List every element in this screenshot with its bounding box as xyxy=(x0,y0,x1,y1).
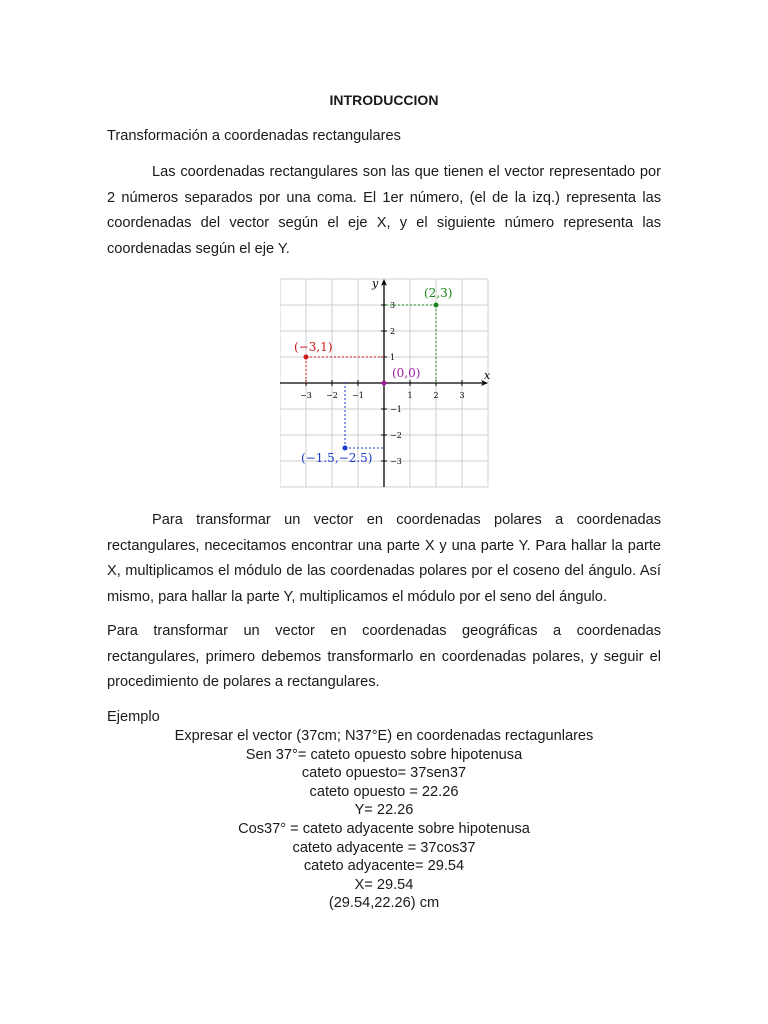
example-line: Cos37° = cateto adyacente sobre hipotenusa xyxy=(238,820,530,837)
x-tick-label: 1 xyxy=(407,391,413,400)
example-block xyxy=(107,727,661,913)
paragraph-intro: Las coordenadas rectangulares son las que tienen el vector representado por 2 números separados por una coma. El 1er número, (el de la izq.) representa las coordenadas del vector según el eje X, y el siguiente número representa las coordenadas según el eje Y. xyxy=(107,164,661,257)
y-axis-label: y xyxy=(372,277,379,290)
x-tick-label: −3 xyxy=(300,391,312,400)
y-tick-label: −1 xyxy=(390,405,402,414)
example-line: Y= 22.26 xyxy=(354,802,414,819)
x-axis-label: x xyxy=(484,369,490,382)
y-tick-label: 3 xyxy=(390,301,396,310)
example-line: cateto adyacente= 29.54 xyxy=(303,858,465,875)
paragraph-geographic: Para transformar un vector en coordenadas geográficas a coordenadas rectangulares, primero debemos transformarlo en coordenadas polares, y seguir el procedimiento de polares a rectangulares. xyxy=(107,623,661,690)
x-tick-label: 2 xyxy=(433,391,439,400)
data-point xyxy=(382,381,387,386)
example-line: cateto adyacente = 37cos37 xyxy=(292,839,476,856)
example-heading: Ejemplo xyxy=(107,709,160,725)
x-tick-label: 3 xyxy=(459,391,465,400)
x-tick-label: −2 xyxy=(326,391,338,400)
coordinate-plane xyxy=(280,275,490,493)
example-line: (29.54,22.26) cm xyxy=(328,895,440,912)
paragraph-polar: Para transformar un vector en coordenadas polares a coordenadas rectangulares, nececitamos encontrar una parte X y una parte Y. Para hallar la parte X, multiplicamos el módulo de las coordenadas polares por el coseno del ángulo. Así mismo, para hallar la parte Y, multiplicamos el módulo por el seno del ángulo. xyxy=(107,512,661,605)
point-label: (2,3) xyxy=(424,286,453,300)
x-tick-label: −1 xyxy=(352,391,364,400)
y-tick-label: 1 xyxy=(390,353,396,362)
y-tick-label: 2 xyxy=(390,327,396,336)
point-label: (0,0) xyxy=(392,366,421,380)
example-line: X= 29.54 xyxy=(354,876,414,893)
example-line: Expresar el vector (37cm; N37°E) en coordenadas rectagunlares xyxy=(174,728,594,744)
point-label: (−3,1) xyxy=(294,340,333,354)
y-tick-label: −2 xyxy=(390,431,402,440)
document-title: INTRODUCCION xyxy=(329,92,439,108)
example-line: cateto opuesto = 22.26 xyxy=(309,783,459,800)
y-tick-label: −3 xyxy=(390,457,402,466)
data-point xyxy=(343,446,348,451)
data-point xyxy=(304,355,309,360)
coordinate-plane-figure xyxy=(280,275,490,493)
example-line: Sen 37°= cateto opuesto sobre hipotenusa xyxy=(245,746,523,763)
data-point xyxy=(434,303,439,308)
section-subtitle: Transformación a coordenadas rectangulares xyxy=(107,128,401,144)
point-label: (−1.5,−2.5) xyxy=(301,451,373,465)
example-line: cateto opuesto= 37sen37 xyxy=(301,765,467,782)
